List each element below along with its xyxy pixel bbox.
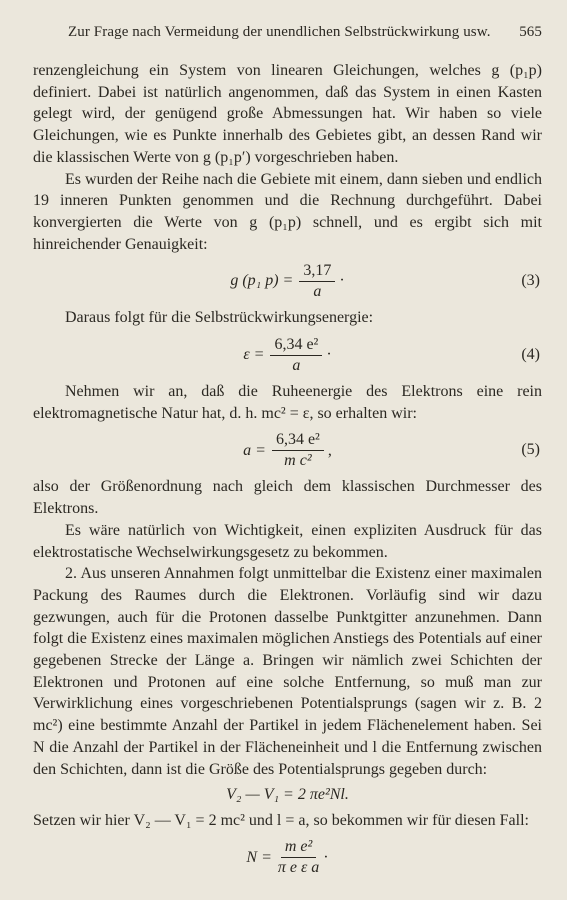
running-title: Zur Frage nach Vermeidung der unendlichen Selbstrückwirkung usw.	[68, 24, 491, 40]
paragraph: Nehmen wir an, daß die Ruheenergie des Elektrons eine rein elektromagnetische Natur hat, d. h. mc² = ε, so erhalten wir:	[33, 383, 542, 422]
equation-5	[33, 424, 542, 476]
paragraph: Setzen wir hier V₂ — V₁ = 2 mc² und l = a, so bekommen wir für diesen Fall:	[33, 812, 529, 830]
running-header	[68, 24, 542, 41]
equation-3	[33, 255, 542, 307]
numerator: 3,17	[299, 262, 335, 282]
equation-tail: ·	[339, 272, 345, 290]
equation-lhs: g (p₁ p) =	[230, 272, 294, 290]
numerator: 6,34 e²	[270, 336, 322, 356]
equation-number: (4)	[521, 346, 540, 364]
equation-lhs: a =	[243, 441, 266, 459]
paragraph: Daraus folgt für die Selbstrückwirkungsenergie:	[65, 309, 374, 327]
denominator: m c²	[284, 451, 312, 469]
denominator: a	[292, 356, 301, 374]
equation-tail: ·	[326, 346, 332, 364]
equation-lhs: N =	[246, 849, 272, 867]
denominator: π e ε a	[277, 859, 320, 877]
fraction	[299, 262, 335, 301]
page-number: 565	[519, 24, 542, 40]
equation-lhs: ε =	[243, 346, 265, 364]
equation-number: (5)	[521, 441, 540, 459]
paragraph: Es wäre natürlich von Wichtigkeit, einen expliziten Ausdruck für das elektrostatische Wechselwirkungsgesetz zu bekommen.	[33, 521, 542, 561]
paragraph: Es wurden der Reihe nach die Gebiete mit einem, dann sieben und endlich 19 inneren Punkten genommen und die Rechnung durchgeführt. Dabei konvergierten die Werte von g (p₁p) schnell, und es ergibt sich mit hinreichender Genauigkeit:	[33, 170, 542, 253]
paragraph: also der Größenordnung nach gleich dem klassischen Durchmesser des Elektrons.	[33, 478, 542, 518]
equation-4	[33, 329, 542, 381]
equation-number: (3)	[521, 272, 540, 290]
fraction	[270, 336, 322, 375]
equation-tail: ·	[323, 849, 329, 867]
equation-7	[33, 832, 542, 884]
denominator: a	[313, 282, 322, 300]
numerator: m e²	[281, 838, 316, 858]
fraction	[272, 431, 324, 470]
equation-body: V₂ — V₁ = 2 πe²Nl.	[226, 786, 349, 804]
equation-tail: ,	[327, 441, 332, 459]
equation-6	[33, 780, 542, 810]
body-text	[33, 60, 542, 884]
fraction	[278, 838, 319, 877]
paragraph: 2. Aus unseren Annahmen folgt unmittelbar die Existenz einer maximalen Packung des Raumes durch die Elektronen. Vorläufig sind wir dazu gezwungen, auch für die Protonen dasselbe Punktgitter anzunehmen. Dann folgt die Existenz eines maximalen möglichen Anstiegs des Potentials auf einer gegebenen Strecke der Länge a. Bringen wir nämlich zwei Schichten der Elektronen und Protonen auf eine solche Entfernung, so muß man zur Verwirklichung eines vorgeschriebenen Potentialsprungs (sagen wir z. B. 2 mc²) eine bestimmte Anzahl der Partikel in jedem Flächenelement haben. Sei N die Anzahl der Partikel in der Flächeneinheit und l die Entfernung zwischen den Schichten, dann ist die Größe des Potentialsprungs gegeben durch:	[33, 565, 542, 778]
paragraph: renzengleichung ein System von linearen Gleichungen, welches g (p₁p) definiert. Dabei ist natürlich angenommen, daß das System in einen Kasten gelegt wird, der genügend große Abmessungen hat. Wir haben so viele Gleichungen, wie es Punkte innerhalb des Gebietes gibt, an dessen Rand wir die klassischen Werte von g (p₁p′) vorgeschrieben haben.	[33, 62, 542, 166]
numerator: 6,34 e²	[272, 431, 324, 451]
